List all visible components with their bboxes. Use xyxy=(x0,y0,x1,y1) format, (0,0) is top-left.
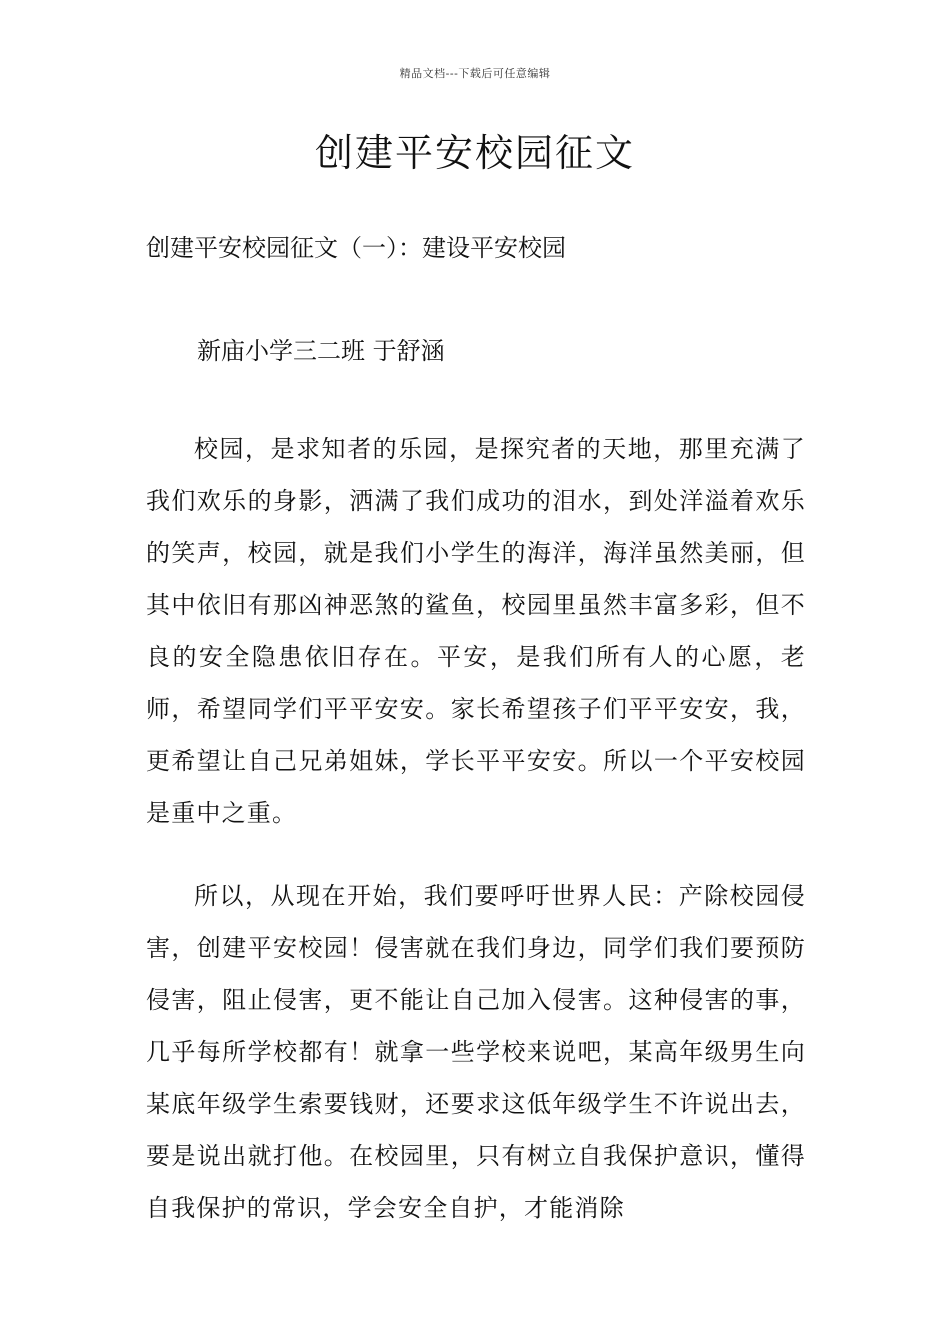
body-paragraph-2: 所以，从现在开始，我们要呼吁世界人民：产除校园侵害，创建平安校园！侵害就在我们身边，同学们我们要预防侵害，阻止侵害，更不能让自己加入侵害。这种侵害的事，几乎每所学校都有！就拿一些学校来说吧，某高年级男生向某底年级学生索要钱财，还要求这低年级学生不许说出去，要是说出就打他。在校园里，只有树立自我保护意识，懂得自我保护的常识，学会安全自护，才能消除 xyxy=(146,882,806,1222)
author-line: 新庙小学三二班 于舒涵 xyxy=(197,337,445,365)
body-paragraph-1: 校园，是求知者的乐园，是探究者的天地，那里充满了我们欢乐的身影，洒满了我们成功的泪水，到处洋溢着欢乐的笑声，校园，就是我们小学生的海洋，海洋虽然美丽，但其中依旧有那凶神恶煞的鲨鱼，校园里虽然丰富多彩，但不良的安全隐患依旧存在。平安，是我们所有人的心愿，老师，希望同学们平平安安。家长希望孩子们平平安安，我，更希望让自己兄弟姐妹，学长平平安安。所以一个平安校园是重中之重。 xyxy=(146,435,806,827)
header-note: 精品文档---下载后可任意编辑 xyxy=(399,67,551,80)
document-title: 创建平安校园征文 xyxy=(314,131,635,175)
document-subtitle: 创建平安校园征文（一）：建设平安校园 xyxy=(146,234,566,262)
